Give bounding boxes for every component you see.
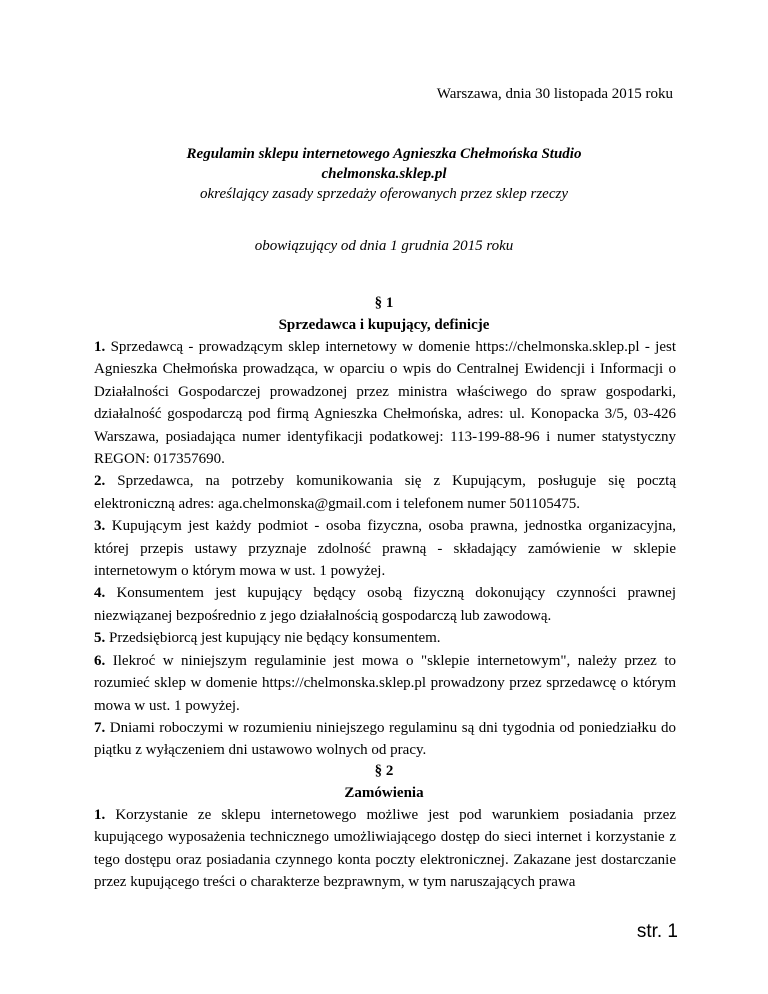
paragraph-text: Konsumentem jest kupujący będący osobą fizyczną dokonujący czynności prawnej niezwiązanej bezpośrednio z jego działalnością gospodarczą lub zawodową.: [94, 585, 676, 624]
section-2-symbol: § 2: [374, 763, 394, 779]
document-title: [0, 144, 768, 204]
section-1-body: [94, 336, 676, 762]
paragraph-number: 1.: [94, 339, 106, 355]
paragraph: [94, 336, 676, 470]
paragraph-number: 3.: [94, 518, 106, 535]
paragraph-number: 2.: [94, 473, 106, 490]
title-line-3: określający zasady sprzedaży oferowanych przez sklep rzeczy: [200, 186, 568, 202]
page-number: str. 1: [636, 921, 678, 942]
title-line-2: chelmonska.sklep.pl: [321, 166, 447, 182]
paragraph-text: Kupującym jest każdy podmiot - osoba fizyczna, osoba prawna, jednostka organizacyjna, której przepis ustawy przyznaje zdolność prawną - składający zamówienie w sklepie internetowym o którym mowa w ust. 1 powyżej.: [94, 518, 677, 580]
paragraph: [94, 515, 676, 582]
paragraph: [94, 650, 676, 717]
paragraph-number: 7.: [94, 719, 106, 736]
date-line: Warszawa, dnia 30 listopada 2015 roku: [436, 86, 673, 102]
section-1-title: Sprzedawca i kupujący, definicje: [278, 317, 490, 333]
paragraph-text: Sprzedawcą - prowadzącym sklep internetowy w domenie https://chelmonska.sklep.pl - jest Agnieszka Chełmońska prowadząca, w oparciu o wpis do Centralnej Ewidencji i Informacji o Działalności Gospodarczej prowadzonej przez ministra właściwego do spraw gospodarki, działalność gospodarczą pod firmą Agnieszka Chełmońska, adres: ul. Konopacka 3/5, 03-426 Warszawa, posiadająca numer identyfikacji podatkowej: 113-199-88-96 i numer statystyczny REGON: 017357690.: [94, 339, 676, 468]
paragraph: [94, 582, 676, 627]
section-2-body: [94, 804, 676, 894]
paragraph-text: Ilekroć w niniejszym regulaminie jest mowa o "sklepie internetowym", należy przez to rozumieć sklep w domenie https://chelmonska.sklep.pl prowadzony przez sprzedawcę o którym mowa w ust. 1 powyżej.: [94, 652, 677, 714]
paragraph-number: 6.: [94, 652, 106, 669]
paragraph: [94, 627, 676, 649]
paragraph-text: Przedsiębiorcą jest kupujący nie będący konsumentem.: [109, 630, 441, 647]
paragraph: [94, 804, 676, 894]
section-1-heading: [0, 292, 768, 336]
effective-date: obowiązujący od dnia 1 grudnia 2015 roku: [254, 238, 514, 254]
paragraph: [94, 470, 676, 515]
paragraph-text: Sprzedawca, na potrzeby komunikowania się z Kupującym, posługuje się pocztą elektroniczną adres: aga.chelmonska@gmail.com i telefonem numer 501105475.: [94, 473, 677, 512]
paragraph: [94, 717, 676, 762]
paragraph-text: Korzystanie ze sklepu internetowego możliwe jest pod warunkiem posiadania przez kupującego wyposażenia technicznego umożliwiającego dostęp do sieci internet i korzystanie z tego dostępu oraz posiadania czynnego konta poczty elektronicznej. Zakazane jest dostarczanie przez kupującego treści o charakterze bezprawnym, w tym naruszających prawa: [94, 807, 677, 891]
section-2-title: Zamówienia: [344, 785, 424, 801]
paragraph-number: 5.: [94, 630, 106, 647]
paragraph-text: Dniami roboczymi w rozumieniu niniejszego regulaminu są dni tygodnia od poniedziałku do piątku z wyłączeniem dni ustawowo wolnych od pracy.: [94, 719, 677, 759]
paragraph-number: 4.: [94, 585, 106, 602]
section-2-heading: [0, 760, 768, 804]
section-1-symbol: § 1: [374, 295, 394, 311]
title-line-1: Regulamin sklepu internetowego Agnieszka Chełmońska Studio: [186, 146, 582, 162]
paragraph-number: 1.: [94, 807, 106, 823]
